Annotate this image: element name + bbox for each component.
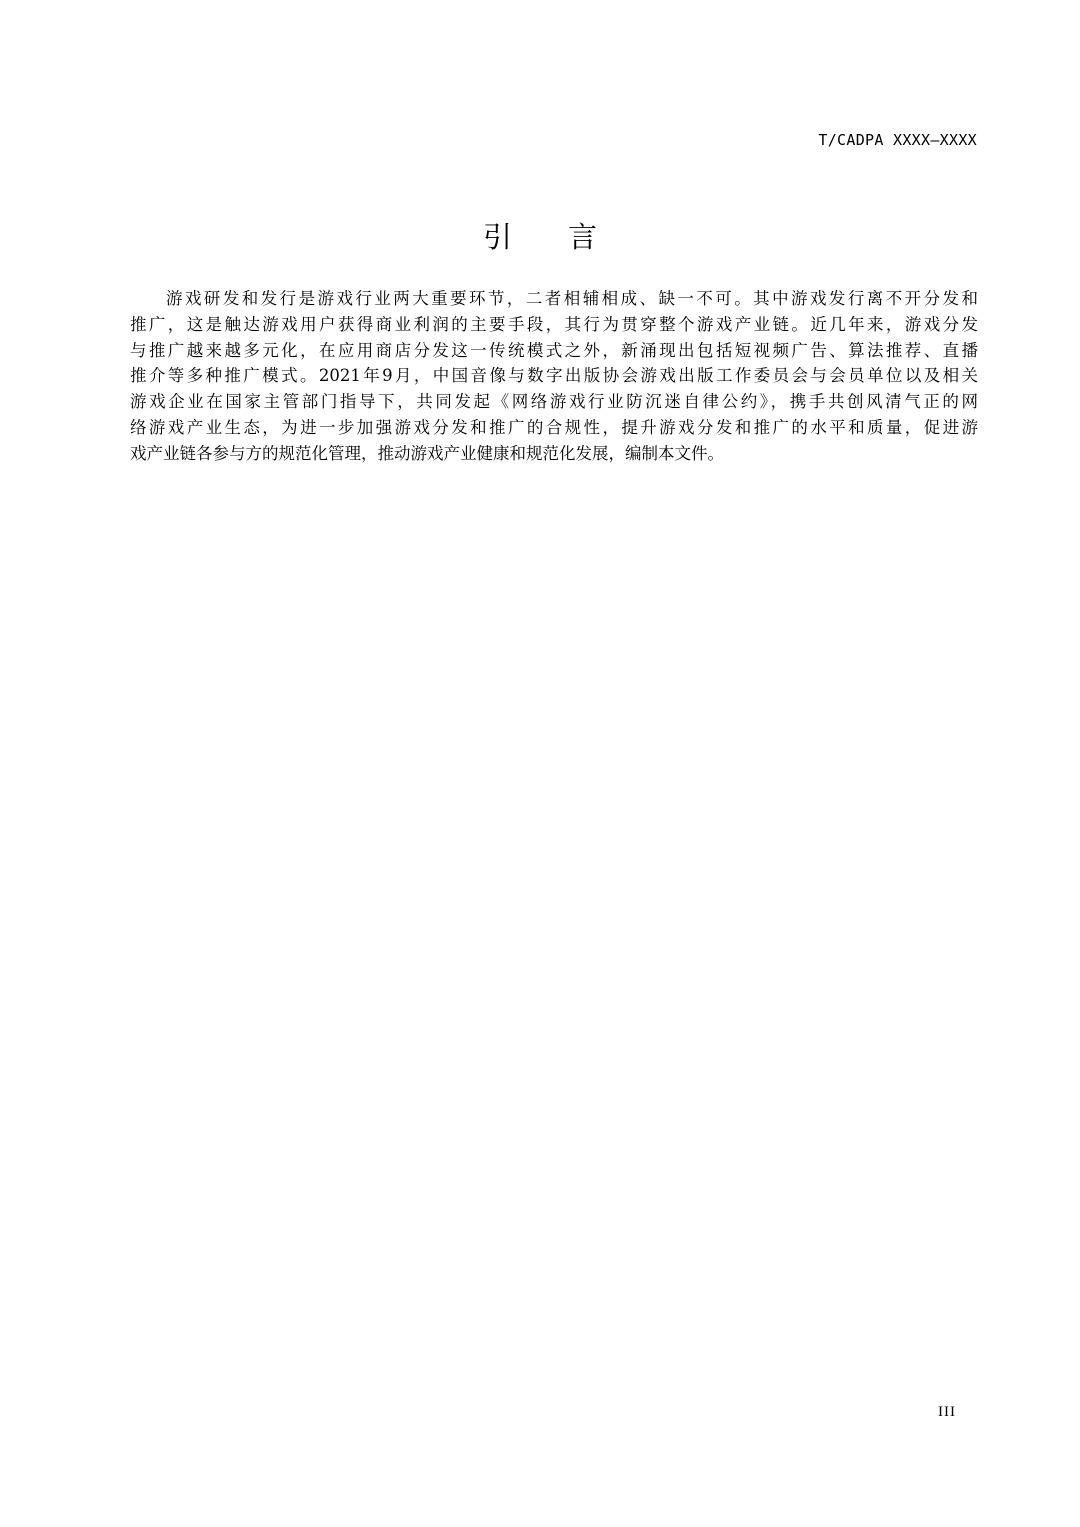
paragraph-line: 游戏研发和发行是游戏行业两大重要环节，二者相辅相成、缺一不可。其中游戏发行离不开分发和	[166, 289, 978, 308]
section-title-char-2: 言	[568, 220, 598, 254]
paragraph-line: 游戏企业在国家主管部门指导下，共同发起《网络游戏行业防沉迷自律公约》，携手共创风清气正的网	[130, 392, 978, 412]
paragraph-line: 络游戏产业生态，为进一步加强游戏分发和推广的合规性，提升游戏分发和推广的水平和质量，促进游	[130, 417, 978, 437]
page-number: III	[938, 1404, 956, 1420]
paragraph-line: 推介等多种推广模式。2021年9月，中国音像与数字出版协会游戏出版工作委员会与会员单位以及相关	[130, 366, 978, 386]
section-title-char-1: 引	[482, 220, 512, 254]
paragraph-line: 推广，这是触达游戏用户获得商业利润的主要手段，其行为贯穿整个游戏产业链。近几年来，游戏分发	[130, 314, 978, 334]
paragraph-line: 与推广越来越多元化，在应用商店分发这一传统模式之外，新涌现出包括短视频广告、算法推荐、直播	[130, 340, 978, 360]
introduction-paragraph	[130, 286, 978, 467]
document-code: T/CADPA XXXX—XXXX	[818, 131, 977, 149]
paragraph-line: 戏产业链各参与方的规范化管理，推动游戏产业健康和规范化发展，编制本文件。	[130, 443, 724, 463]
section-title	[0, 217, 1080, 257]
